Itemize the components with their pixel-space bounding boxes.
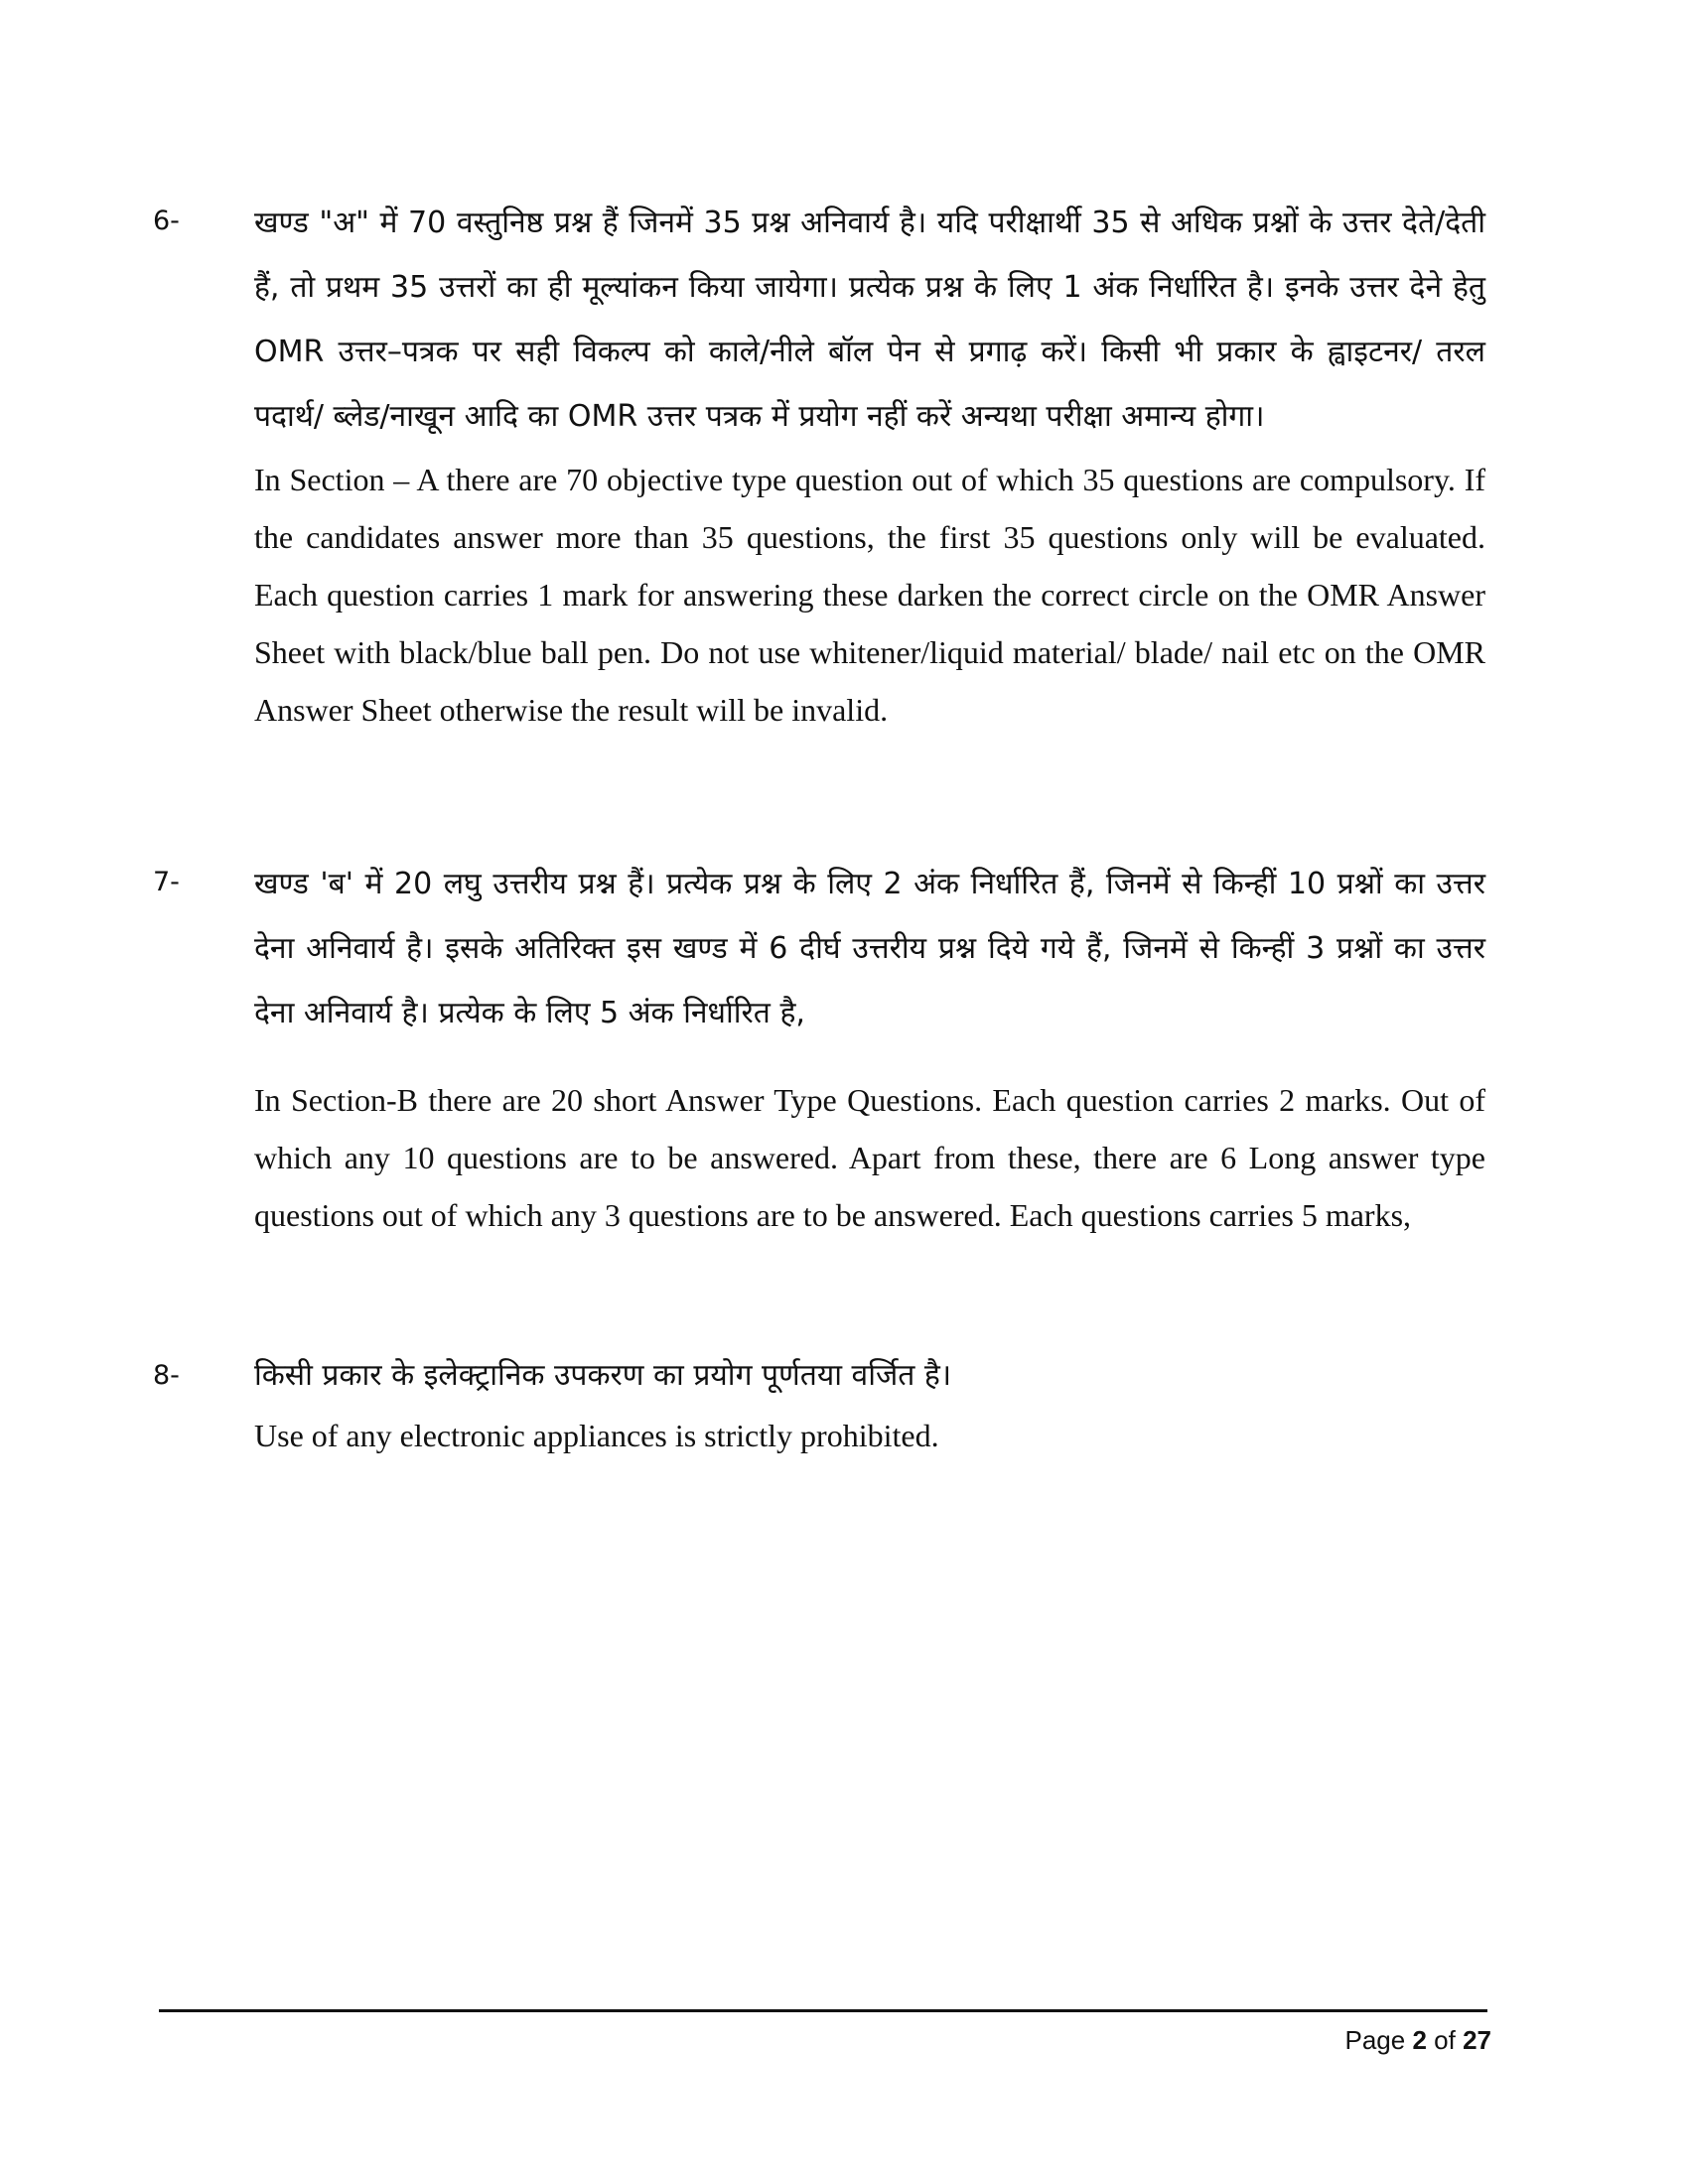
instruction-number: 7- — [153, 867, 180, 897]
instruction-number: 6- — [153, 205, 180, 236]
footer-divider — [159, 2009, 1487, 2012]
of-label: of — [1434, 2025, 1456, 2055]
instruction-item-8 — [153, 1345, 1485, 1464]
instruction-english-text: In Section-B there are 20 short Answer Type Questions. Each question carries 2 marks. Out of which any 10 questions are to be answered. Apart from these, there are 6 Long answer type questions out of which any 3 questions are to be answered. Each questions carries 5 marks, — [254, 1082, 1485, 1233]
instruction-item-7 — [153, 852, 1485, 1244]
page-label: Page — [1344, 2025, 1406, 2055]
instruction-number: 8- — [153, 1360, 180, 1391]
total-pages-number: 27 — [1463, 2025, 1491, 2055]
instruction-hindi-text: खण्ड 'ब' में 20 लघु उत्तरीय प्रश्न हैं। प्रत्येक प्रश्न के लिए 2 अंक निर्धारित हैं, जिनमें से किन्हीं 10 प्रश्नों का उत्तर देना अनिवार्य है। इसके अतिरिक्त इस खण्ड में 6 दीर्घ उत्तरीय प्रश्न दिये गये हैं, जिनमें से किन्हीं 3 प्रश्नों का उत्तर देना अनिवार्य है। प्रत्येक के लिए 5 अंक निर्धारित है, — [254, 867, 1485, 1030]
instruction-hindi-text: किसी प्रकार के इलेक्ट्रानिक उपकरण का प्रयोग पूर्णतया वर्जित है। — [254, 1358, 952, 1393]
instruction-hindi-text: खण्ड "अ" में 70 वस्तुनिष्ठ प्रश्न हैं जिनमें 35 प्रश्न अनिवार्य है। यदि परीक्षार्थी 35 से अधिक प्रश्नों के उत्तर देते/देती हैं, तो प्रथम 35 उत्तरों का ही मूल्यांकन किया जायेगा। प्रत्येक प्रश्न के लिए 1 अंक निर्धारित है। इनके उत्तर देने हेतु OMR उत्तर–पत्रक पर सही विकल्प को काले/नीले बॉल पेन से प्रगाढ़ करें। किसी भी प्रकार के ह्वाइटनर/ तरल पदार्थ/ ब्लेड/नाखून आदि का OMR उत्तर पत्रक में प्रयोग नहीं करें अन्यथा परीक्षा अमान्य होगा। — [254, 205, 1485, 434]
instruction-item-6 — [153, 191, 1485, 739]
instruction-english-text: Use of any electronic appliances is strictly prohibited. — [254, 1418, 939, 1453]
instruction-english-text: In Section – A there are 70 objective type question out of which 35 questions are compulsory. If the candidates answer more than 35 questions, the first 35 questions only will be evaluated. Each question carries 1 mark for answering these darken the correct circle on the OMR Answer Sheet with black/blue ball pen. Do not use whitener/liquid material/ blade/ nail etc on the OMR Answer Sheet otherwise the result will be invalid. — [254, 462, 1485, 728]
current-page-number: 2 — [1412, 2025, 1427, 2055]
page-footer — [1344, 2025, 1491, 2056]
